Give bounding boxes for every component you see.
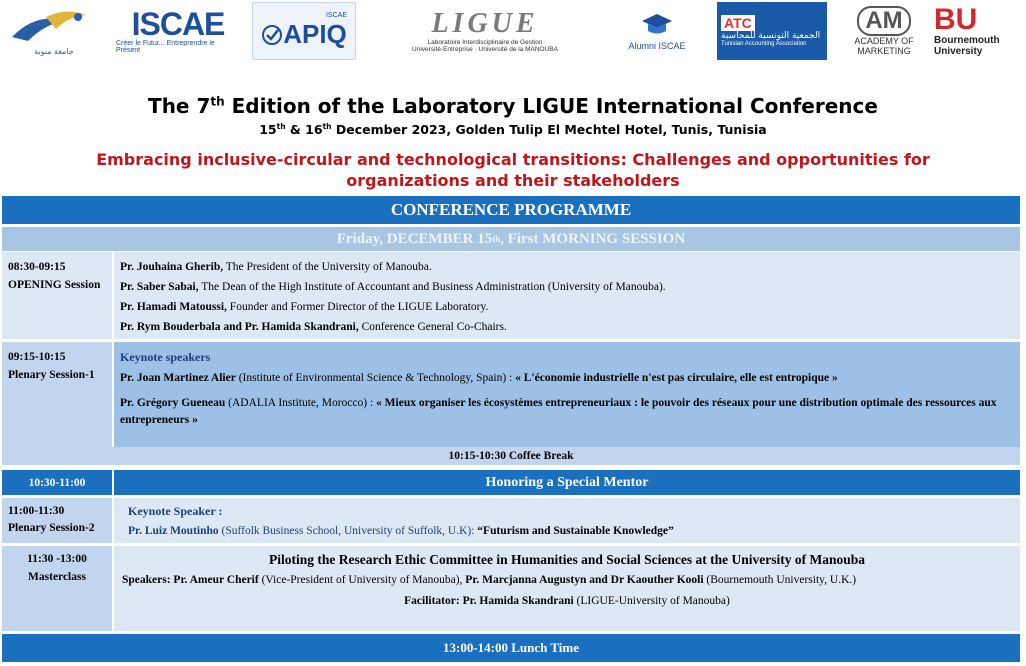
masterclass-facilitator — [122, 592, 1012, 610]
facilitator-label: Facilitator: Pr. Hamida Skandrani — [404, 595, 574, 607]
apiq-name: APIQ — [283, 19, 347, 49]
session-post: , First MORNING SESSION — [500, 230, 686, 247]
atc-logo — [717, 2, 827, 60]
speaker2-name: Pr. Grégory Gueneau — [120, 397, 226, 409]
bu-logo — [934, 2, 1022, 60]
masterclass-speakers-label: Speakers: Pr. Ameur Cherif — [122, 574, 259, 586]
opening-text-1: The President of the University of Manouba. — [223, 261, 432, 273]
plenary2-row — [2, 498, 1020, 544]
opening-time-cell — [2, 252, 112, 339]
title-post: Edition of the Laboratory LIGUE International Conference — [224, 94, 878, 118]
masterclass-row — [2, 546, 1020, 632]
masterclass-speakers — [122, 571, 1012, 589]
plenary2-label: Plenary Session-2 — [8, 522, 95, 534]
bu-line1: Bournemouth — [934, 35, 1000, 46]
graduation-cap-icon — [640, 11, 674, 41]
opening-line-2 — [120, 277, 1014, 297]
opening-row — [2, 252, 1020, 340]
honoring-time: 10:30-11:00 — [2, 470, 112, 495]
atc-name: ATC — [721, 15, 755, 31]
session-sup: th — [492, 234, 501, 244]
opening-name-4: Pr. Rym Bouderbala and Pr. Hamida Skandrani, — [120, 321, 359, 333]
academy-logo — [842, 2, 926, 60]
ligue-logo — [374, 2, 596, 60]
apiq-small: ISCAE — [325, 12, 347, 19]
ligue-sub2: Université-Entreprise · Université de la MANOUBA — [412, 46, 558, 53]
opening-line-1 — [120, 257, 1014, 277]
honoring-row — [2, 470, 1020, 496]
plenary2-speaker-aff: (Suffolk Business School, University of Suffolk, U.K): — [218, 525, 478, 537]
date-a-sup: th — [276, 122, 286, 131]
manouba-caption: جامعة منوبة — [34, 46, 74, 56]
date-post: December 2023, Golden Tulip El Mechtel Hotel, Tunis, Tunisia — [331, 122, 767, 138]
speaker2-talk: « Mieux organiser les écosystèmes entrepreneuriaux : le pouvoir des réseaux pour une distribution optimale des ressources aux entrepreneurs » — [120, 397, 997, 426]
plenary1-speaker2 — [120, 395, 1014, 429]
plenary2-time: 11:00-11:30 — [8, 505, 65, 517]
plenary1-time-cell — [2, 342, 112, 448]
opening-content — [114, 252, 1020, 339]
iscae-name: ISCAE — [131, 6, 225, 42]
title-pre: The 7 — [148, 94, 211, 118]
manouba-emblem-icon — [6, 7, 102, 47]
masterclass-speakers-aff2: (Bournemouth University, U.K.) — [703, 574, 857, 586]
conference-date — [0, 122, 1026, 137]
date-a: 15 — [259, 122, 277, 138]
masterclass-label: Masterclass — [28, 571, 86, 583]
iscae-logo — [116, 2, 240, 60]
bu-mark: BU — [934, 3, 978, 36]
alumni-caption: Alumni ISCAE — [628, 41, 686, 51]
opening-text-2: The Dean of the High Institute of Accountant and Business Administration (University of Manouba). — [198, 281, 666, 293]
opening-text-3: Founder and Former Director of the LIGUE Laboratory. — [226, 301, 489, 313]
plenary1-row — [2, 342, 1020, 466]
speaker2-aff: (ADALIA Institute, Morocco) : — [225, 397, 377, 409]
programme-heading: CONFERENCE PROGRAMME — [2, 196, 1020, 224]
session-pre: Friday, DECEMBER 15 — [336, 230, 493, 247]
conference-theme — [0, 149, 1026, 191]
academy-mark: AM — [857, 6, 910, 36]
honoring-title: Honoring a Special Mentor — [114, 470, 1020, 495]
academy-line2: MARKETING — [857, 46, 911, 56]
speaker1-aff: (Institute of Environmental Science & Technology, Spain) : — [235, 372, 516, 384]
facilitator-aff: (LIGUE-University of Manouba) — [573, 595, 730, 607]
opening-name-3: Pr. Hamadi Matoussi, — [120, 301, 227, 313]
logo-strip — [0, 0, 1026, 70]
speaker1-name: Pr. Joan Martinez Alier — [120, 372, 236, 384]
date-mid: & 16 — [285, 122, 323, 138]
plenary1-heading: Keynote speakers — [120, 350, 211, 364]
opening-name-2: Pr. Saber Sabai, — [120, 281, 199, 293]
session-heading — [2, 227, 1020, 251]
opening-time: 08:30-09:15 — [8, 261, 66, 273]
masterclass-speakers-aff1: (Vice-President of University of Manouba), — [258, 574, 466, 586]
ligue-name: LIGUE — [431, 8, 539, 39]
plenary2-speaker-name: Pr. Luiz Moutinho — [128, 525, 219, 537]
opening-text-4: Conference General Co-Chairs. — [358, 321, 507, 333]
check-badge-icon — [261, 24, 283, 46]
apiq-logo — [252, 2, 356, 60]
coffee-break: 10:15-10:30 Coffee Break — [2, 447, 1020, 465]
manouba-logo — [4, 2, 104, 60]
title-sup: th — [210, 94, 225, 109]
conference-title — [0, 94, 1026, 118]
alumni-logo — [612, 2, 702, 60]
plenary2-content — [114, 498, 1020, 543]
plenary2-heading: Keynote Speaker : — [128, 504, 223, 518]
theme-line1: Embracing inclusive-circular and technological transitions: Challenges and opportunities for — [96, 150, 930, 169]
speaker1-talk: « L'économie industrielle n'est pas circulaire, elle est entropique » — [515, 372, 838, 384]
plenary2-speaker — [128, 521, 1006, 541]
opening-line-4 — [120, 317, 1014, 337]
atc-sub: Tunisian Accounting Association — [721, 41, 807, 47]
ligue-sub1: Laboratoire Interdisciplinaire de Gestion — [427, 39, 543, 46]
masterclass-title: Piloting the Research Ethic Committee in Humanities and Social Sciences at the University of Manouba — [269, 552, 865, 567]
atc-arabic: الجمعية التونسية للمحاسبة — [721, 31, 821, 41]
plenary2-time-cell — [2, 498, 112, 543]
theme-line2: organizations and their stakeholders — [346, 171, 680, 190]
plenary1-time: 09:15-10:15 — [8, 351, 66, 363]
date-b-sup: th — [322, 122, 332, 131]
masterclass-time: 11:30 -13:00 — [27, 553, 87, 565]
plenary1-label: Plenary Session-1 — [8, 369, 95, 381]
opening-label: OPENING Session — [8, 279, 101, 291]
plenary1-speaker1 — [120, 370, 1014, 387]
masterclass-speakers-names2: Pr. Marcjanna Augustyn and Dr Kaouther Kooli — [465, 574, 704, 586]
plenary1-content — [114, 342, 1020, 448]
iscae-tagline: Créer le Futur... Entreprendre le Présent — [116, 40, 215, 54]
opening-name-1: Pr. Jouhaina Gherib, — [120, 261, 224, 273]
lunch-bar: 13:00-14:00 Lunch Time — [2, 634, 1020, 662]
masterclass-time-cell — [2, 546, 112, 631]
masterclass-content — [114, 546, 1020, 631]
bu-line2: University — [934, 46, 983, 57]
opening-line-3 — [120, 297, 1014, 317]
plenary2-speaker-talk: “Futurism and Sustainable Knowledge” — [477, 525, 674, 537]
academy-line1: ACADEMY OF — [854, 36, 914, 46]
